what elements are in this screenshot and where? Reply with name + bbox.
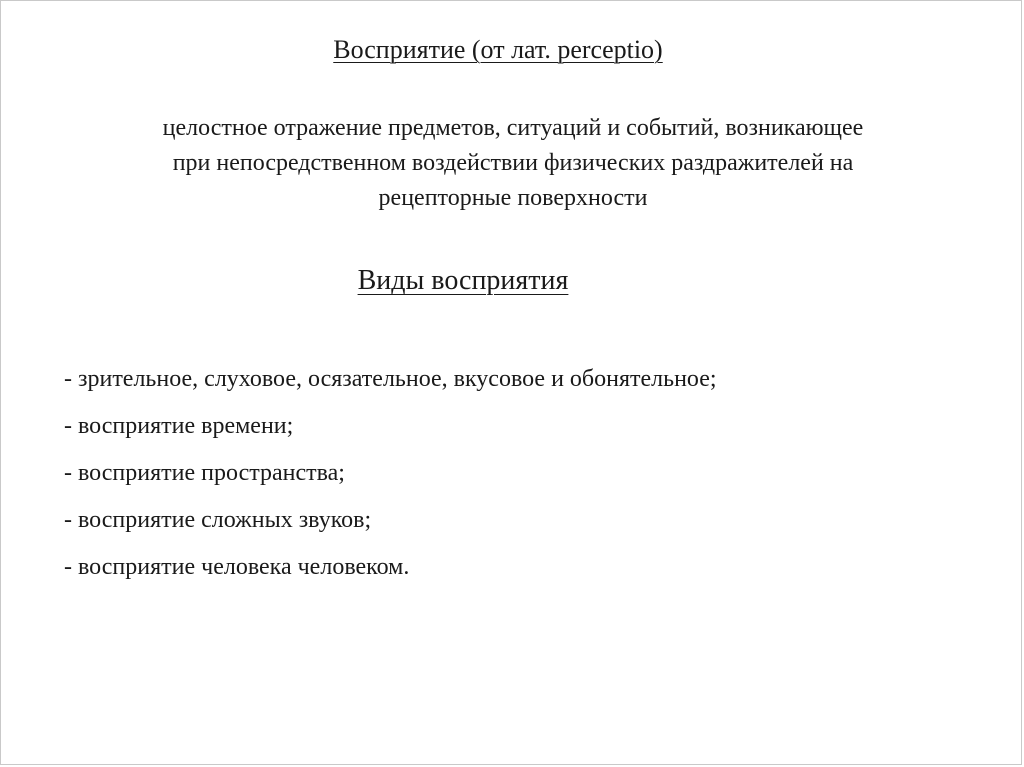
- definition-text: [41, 111, 985, 216]
- perception-types-list: [64, 358, 717, 593]
- list-item: - восприятие времени;: [64, 413, 294, 439]
- definition-line: рецепторные поверхности: [378, 185, 648, 211]
- definition-line: целостное отражение предметов, ситуаций и событий, возникающее: [162, 115, 864, 141]
- list-item: - восприятие сложных звуков;: [64, 507, 372, 533]
- section-subtitle: Виды восприятия: [357, 265, 569, 296]
- list-item: - восприятие человека человеком.: [64, 554, 410, 580]
- slide-title: Восприятие (от лат. perceptio): [333, 35, 663, 64]
- definition-line: при непосредственном воздействии физических раздражителей на: [172, 150, 854, 176]
- list-item: - восприятие пространства;: [64, 460, 345, 486]
- list-item: - зрительное, слуховое, осязательное, вкусовое и обонятельное;: [64, 366, 717, 392]
